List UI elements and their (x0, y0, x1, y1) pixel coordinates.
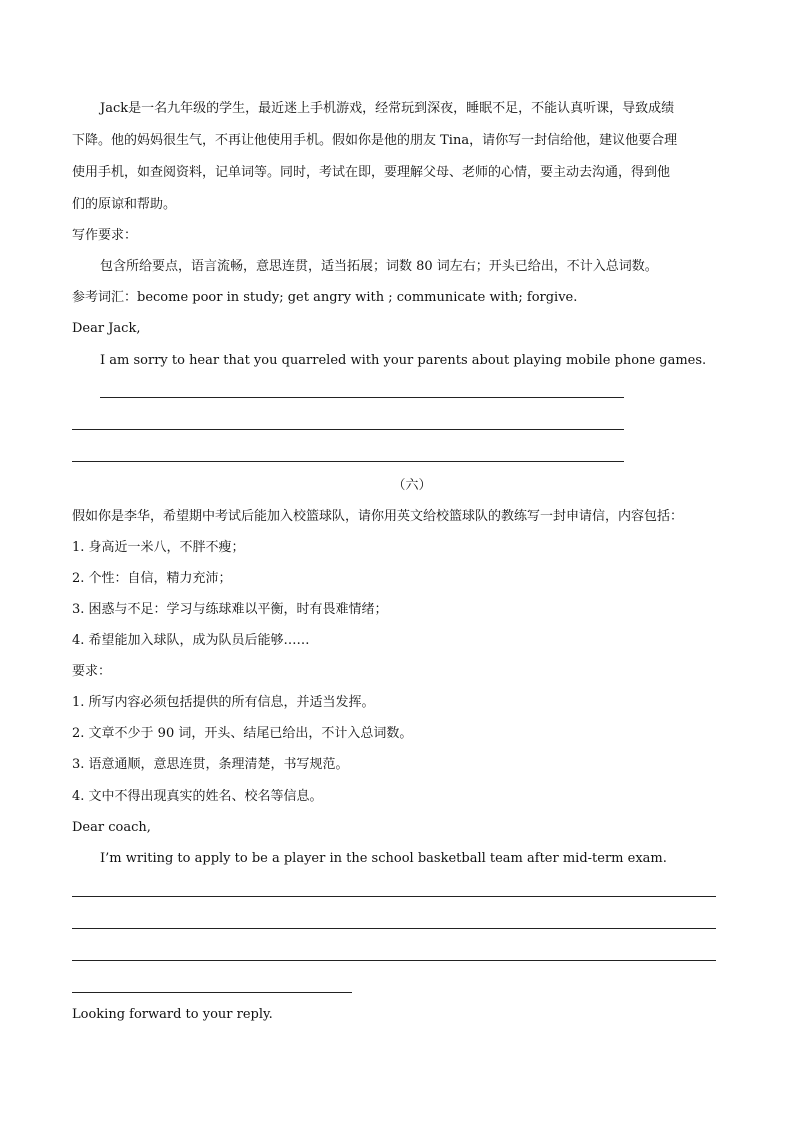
task6-section-heading: （六） (392, 478, 432, 493)
task5-prompt-line-3: 使用手机，如查阅资料，记单词等。同时，考试在即，要理解父母、老师的心情，要主动去沟通，得到他 (72, 165, 671, 180)
task6-point-4: 4. 希望能加入球队，成为队员后能够…… (72, 633, 310, 648)
task5-answer-line-1[interactable] (100, 397, 624, 398)
task6-requirement-3: 3. 语意通顺，意思连贯，条理清楚，书写规范。 (72, 757, 349, 772)
task6-answer-line-3[interactable] (72, 960, 716, 961)
task5-salutation: Dear Jack, (72, 321, 141, 336)
task6-point-1: 1. 身高近一米八，不胖不瘦； (72, 540, 245, 555)
task5-vocabulary: 参考词汇：become poor in study; get angry with ; communicate with; forgive. (72, 290, 578, 305)
task5-opening-sentence: I am sorry to hear that you quarreled with your parents about playing mobile phone games. (100, 353, 707, 368)
task5-requirements-text: 包含所给要点，语言流畅，意思连贯，适当拓展；词数 80 词左右；开头已给出，不计入总词数。 (100, 259, 658, 274)
task6-intro: 假如你是李华，希望期中考试后能加入校篮球队，请你用英文给校篮球队的教练写一封申请信，内容包括： (72, 509, 684, 524)
task6-point-3: 3. 困惑与不足：学习与练球难以平衡，时有畏难情绪； (72, 602, 388, 617)
task6-closing: Looking forward to your reply. (72, 1007, 273, 1022)
task6-requirement-2: 2. 文章不少于 90 词，开头、结尾已给出，不计入总词数。 (72, 726, 413, 741)
task5-answer-line-2[interactable] (72, 429, 624, 430)
task6-salutation: Dear coach, (72, 820, 151, 835)
task6-requirement-1: 1. 所写内容必须包括提供的所有信息，并适当发挥。 (72, 695, 375, 710)
task6-answer-line-1[interactable] (72, 896, 716, 897)
task5-prompt-line-2: 下降。他的妈妈很生气，不再让他使用手机。假如你是他的朋友 Tina，请你写一封信给他，建议他要合理 (72, 133, 678, 148)
task6-answer-line-4[interactable] (72, 992, 352, 993)
task5-prompt-line-4: 们的原谅和帮助。 (72, 197, 177, 212)
task5-prompt-line-1: Jack是一名九年级的学生，最近迷上手机游戏，经常玩到深夜，睡眠不足，不能认真听课，导致成绩 (100, 101, 675, 116)
task6-requirements-heading: 要求： (72, 664, 112, 679)
task6-point-2: 2. 个性：自信，精力充沛； (72, 571, 232, 586)
task6-opening-sentence: I’m writing to apply to be a player in the school basketball team after mid-term exam. (100, 851, 667, 866)
task6-answer-line-2[interactable] (72, 928, 716, 929)
task5-requirements-heading: 写作要求： (72, 228, 138, 243)
task5-answer-line-3[interactable] (72, 461, 624, 462)
task6-requirement-4: 4. 文中不得出现真实的姓名、校名等信息。 (72, 789, 323, 804)
